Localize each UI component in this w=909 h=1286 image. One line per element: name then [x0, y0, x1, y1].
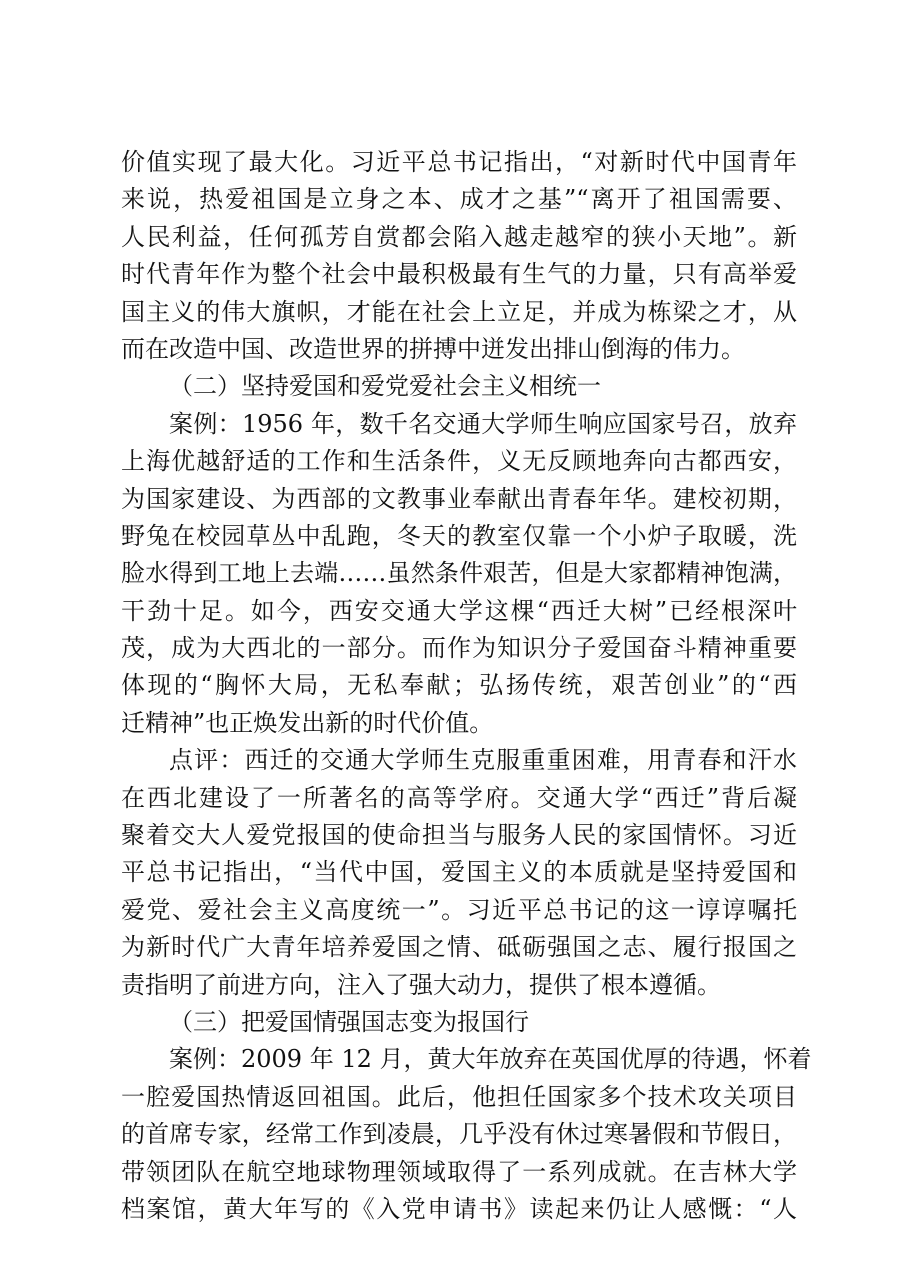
paragraph-line: 的首席专家，经常工作到凌晨，几乎没有休过寒暑假和节假日，: [121, 1120, 797, 1149]
paragraph-line: 为新时代广大青年培养爱国之情、砥砺强国之志、履行报国之: [121, 933, 797, 962]
paragraph-line: 爱党、爱社会主义高度统一”。习近平总书记的这一谆谆嘱托: [121, 895, 797, 924]
paragraph-line: 而在改造中国、改造世界的拼搏中迸发出排山倒海的伟力。: [121, 334, 745, 363]
paragraph-line: 价值实现了最大化。习近平总书记指出，“对新时代中国青年: [121, 148, 797, 176]
section-heading-3: （三）把爱国情强国志变为报国行: [169, 1007, 529, 1036]
paragraph-line: 来说，热爱祖国是立身之本、成才之基”“离开了祖国需要、: [121, 185, 797, 214]
paragraph-line: 案例：2009 年 12 月，黄大年放弃在英国优厚的待遇，怀着: [169, 1045, 812, 1074]
paragraph-line: 聚着交大人爱党报国的使命担当与服务人民的家国情怀。习近: [121, 821, 797, 850]
paragraph-line: 在西北建设了一所著名的高等学府。交通大学“西迁”背后凝: [121, 783, 797, 812]
paragraph-line: 迁精神”也正焕发出新的时代价值。: [121, 708, 494, 737]
paragraph-line: 档案馆，黄大年写的《入党申请书》读起来仍让人感慨：“人: [121, 1194, 797, 1223]
paragraph-line: 平总书记指出，“当代中国，爱国主义的本质就是坚持爱国和: [121, 858, 797, 887]
paragraph-line: 脸水得到工地上去端……虽然条件艰苦，但是大家都精神饱满，: [121, 559, 797, 588]
paragraph-line: 国主义的伟大旗帜，才能在社会上立足，并成为栋梁之才，从: [121, 297, 797, 326]
paragraph-line: 点评：西迁的交通大学师生克服重重困难，用青春和汗水: [169, 746, 797, 775]
paragraph-line: 茂，成为大西北的一部分。而作为知识分子爱国奋斗精神重要: [121, 634, 797, 663]
paragraph-line: 案例：1956 年，数千名交通大学师生响应国家号召，放弃: [169, 409, 797, 438]
paragraph-line: 野兔在校园草丛中乱跑，冬天的教室仅靠一个小炉子取暖，洗: [121, 521, 797, 550]
paragraph-line: 为国家建设、为西部的文教事业奉献出青春年华。建校初期，: [121, 484, 797, 513]
paragraph-line: 责指明了前进方向，注入了强大动力，提供了根本遵循。: [121, 970, 721, 999]
paragraph-line: 时代青年作为整个社会中最积极最有生气的力量，只有高举爱: [121, 260, 797, 289]
paragraph-line: 体现的“胸怀大局，无私奉献；弘扬传统，艰苦创业”的“西: [121, 671, 797, 700]
paragraph-line: 带领团队在航空地球物理领域取得了一系列成就。在吉林大学: [121, 1157, 797, 1186]
paragraph-line: 一腔爱国热情返回祖国。此后，他担任国家多个技术攻关项目: [121, 1082, 797, 1111]
section-heading-2: （二）坚持爱国和爱党爱社会主义相统一: [169, 372, 601, 401]
paragraph-line: 干劲十足。如今，西安交通大学这棵“西迁大树”已经根深叶: [121, 596, 797, 625]
paragraph-line: 人民利益，任何孤芳自赏都会陷入越走越窄的狭小天地”。新: [121, 222, 797, 251]
paragraph-line: 上海优越舒适的工作和生活条件，义无反顾地奔向古都西安，: [121, 447, 797, 476]
body-text: [121, 144, 812, 1228]
